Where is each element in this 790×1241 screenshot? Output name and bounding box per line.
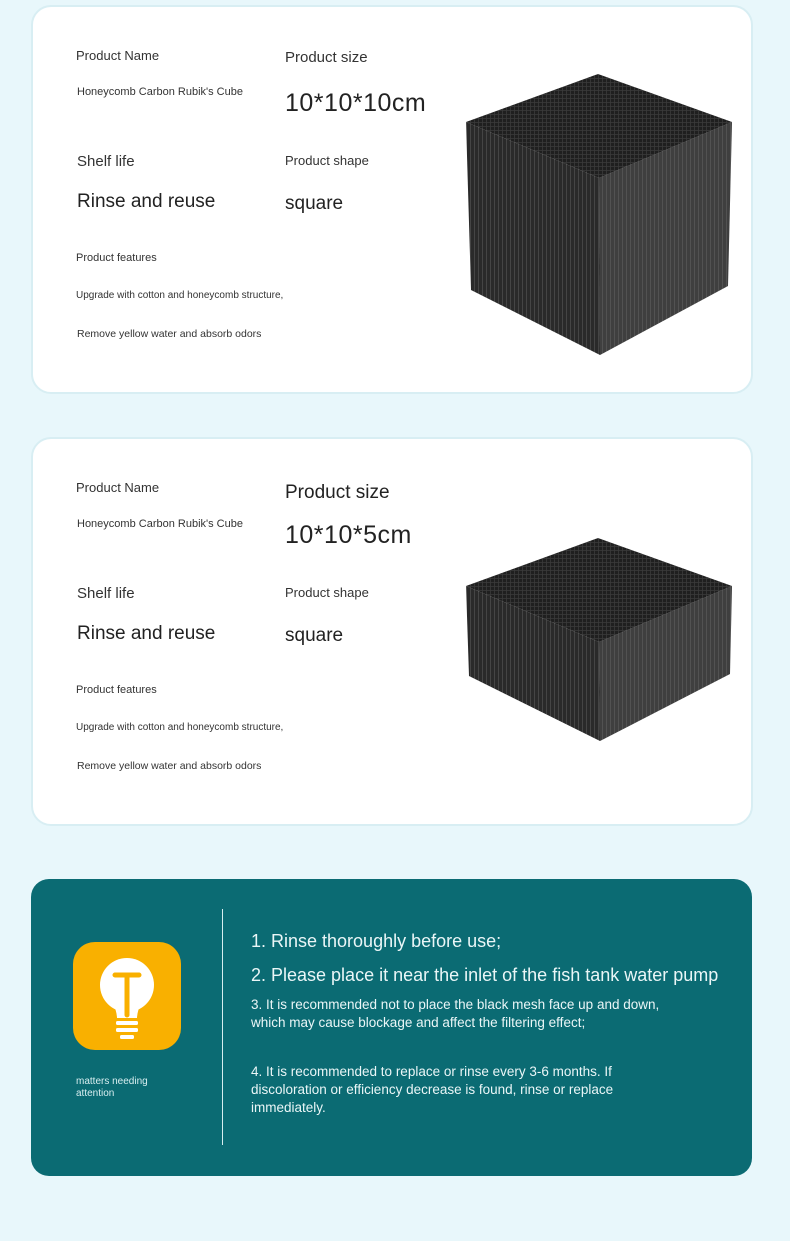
shelf-life-value: Rinse and reuse: [77, 623, 216, 644]
carbon-cube-image: [466, 538, 734, 744]
product-shape-value: square: [285, 193, 344, 214]
product-name-value: Honeycomb Carbon Rubik's Cube: [77, 86, 243, 98]
product-shape-value: square: [285, 625, 344, 646]
product-feature-1: Upgrade with cotton and honeycomb structure,: [76, 290, 284, 301]
attention-panel: [31, 879, 752, 1176]
tip-item-4: 4. It is recommended to replace or rinse every 3-6 months. If discoloration or efficiency decrease is found, rinse or replace immediately.: [251, 1064, 614, 1115]
lightbulb-icon: [73, 942, 181, 1050]
attention-caption: matters needing attention: [76, 1076, 148, 1099]
shelf-life-label: Shelf life: [77, 585, 135, 602]
product-features-label: Product features: [76, 252, 157, 264]
product-size-value: 10*10*10cm: [285, 89, 427, 117]
product-name-value: Honeycomb Carbon Rubik's Cube: [77, 518, 243, 530]
product-name-label: Product Name: [76, 48, 160, 63]
shelf-life-label: Shelf life: [77, 153, 135, 170]
shelf-life-value: Rinse and reuse: [77, 191, 216, 212]
tip-item-3: 3. It is recommended not to place the black mesh face up and down, which may cause blockage and affect the filtering effect;: [251, 997, 660, 1030]
product-feature-2: Remove yellow water and absorb odors: [77, 760, 262, 772]
product-card-1: [31, 5, 753, 394]
carbon-cube-image: [466, 74, 734, 358]
product-card-2: [31, 437, 753, 826]
product-shape-label: Product shape: [285, 585, 369, 600]
divider: [222, 909, 223, 1145]
product-feature-2: Remove yellow water and absorb odors: [77, 328, 262, 340]
product-size-label: Product size: [285, 482, 390, 503]
product-name-label: Product Name: [76, 480, 160, 495]
product-shape-label: Product shape: [285, 153, 369, 168]
tip-item-2: 2. Please place it near the inlet of the fish tank water pump: [251, 965, 719, 985]
tip-item-1: 1. Rinse thoroughly before use;: [251, 931, 502, 951]
product-features-label: Product features: [76, 684, 157, 696]
product-feature-1: Upgrade with cotton and honeycomb structure,: [76, 722, 284, 733]
product-size-label: Product size: [285, 49, 368, 66]
product-size-value: 10*10*5cm: [285, 521, 412, 549]
